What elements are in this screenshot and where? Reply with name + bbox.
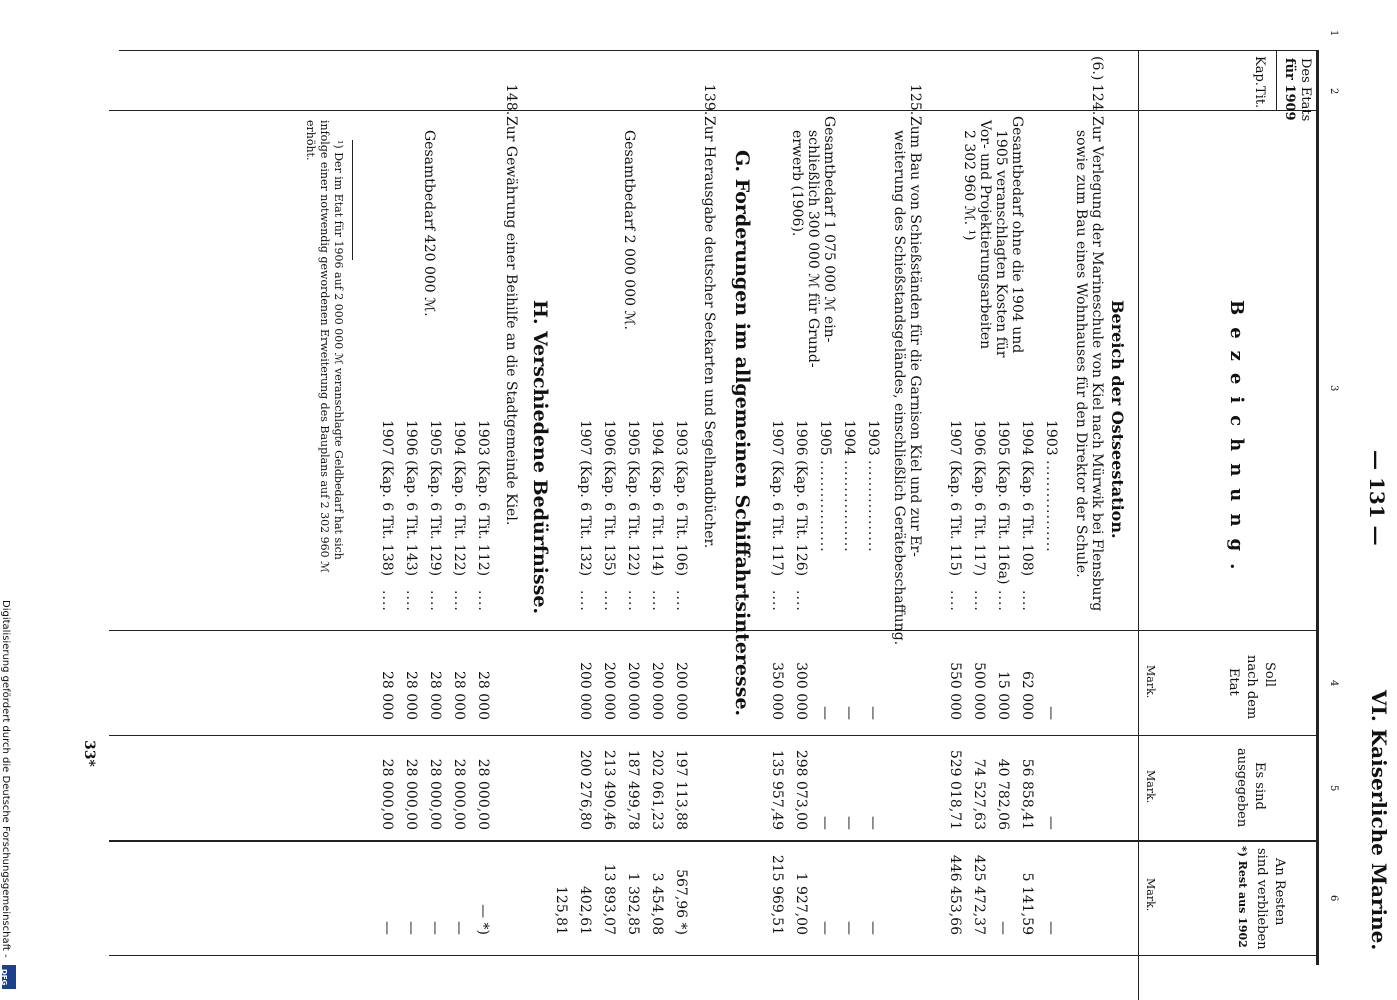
table-row-125-1904-soll: —	[841, 706, 857, 720]
table-row-124-1903-ausgegeben: —	[1043, 816, 1059, 830]
table-row-139-1907-reste: 402,61	[577, 886, 593, 935]
table-row-125-1906-ausgegeben: 298 073,00	[793, 749, 809, 830]
table-row-148-1907-dots: ....	[379, 590, 395, 612]
column-number-6: 6	[1328, 895, 1339, 902]
col4-line3: Etat	[1226, 668, 1241, 696]
entry-139-tit: 139.	[701, 84, 717, 116]
entry-139-gesamtbedarf: Gesamtbedarf 2 000 000 ℳ.	[621, 130, 637, 330]
table-row-125-1903-reste: —	[865, 921, 881, 935]
footnote-line3: erhöht.	[304, 120, 317, 161]
etat-label-line2: für 1909	[1282, 58, 1297, 121]
entry-148-tit: 148.	[503, 84, 519, 116]
table-row-148-1904-dots: ....	[451, 590, 467, 612]
table-row-125-1907-soll: 350 000	[769, 662, 785, 720]
table-row-125-1904-ausgegeben: —	[841, 816, 857, 830]
kap-label: Kap.	[1252, 56, 1267, 86]
entry-124-text-line1: Zur Verlegung der Marineschule von Kiel nach Mürwik bei Flensburg	[1089, 116, 1105, 612]
table-row-148-1907-soll: 28 000	[379, 671, 395, 720]
table-row-139-1907-ausgegeben: 200 276,80	[577, 749, 593, 830]
table-row-139-1904-ausgegeben: 202 061,23	[649, 749, 665, 830]
col4-line1: Soll	[1262, 662, 1277, 688]
table-row-139-1903-reste: 567,96 *)	[673, 869, 689, 935]
table-row-124-1907-soll: 550 000	[947, 662, 963, 720]
entry-125-gesamtbedarf-line1: Gesamtbedarf 1 075 000 ℳ ein-	[821, 116, 837, 343]
page-number: — 131 —	[1365, 450, 1389, 546]
table-row-125-1906-soll: 300 000	[793, 662, 809, 720]
table-row-139-1907-label: 1907 (Kap. 6 Tit. 132)	[577, 420, 593, 577]
footnote-line1: ¹) Der im Etat für 1906 auf 2 000 000 ℳ veranschlagte Geldbedarf hat sich	[332, 140, 345, 560]
table-row-124-1905-reste: —	[995, 921, 1011, 935]
entry-125-gesamtbedarf-line3: erwerb (1906).	[789, 130, 805, 237]
table-row-148-1904-label: 1904 (Kap. 6 Tit. 122)	[451, 420, 467, 577]
entry-124-tit: 124.	[1089, 84, 1105, 116]
entry-139-text-line1: Zur Herausgabe deutscher Seekarten und Segelhandbücher.	[701, 116, 717, 549]
table-row-124-1903-reste: —	[1043, 921, 1059, 935]
col4-unit: Mark.	[1144, 665, 1157, 699]
table-row-148-1903-ausgegeben: 28 000,00	[475, 758, 491, 830]
entry-124-text-line2: sowie zum Bau eines Wohnhauses für den Direktor der Schule.	[1073, 130, 1089, 578]
table-row-125-1904-label: 1904	[841, 420, 857, 456]
col5-left-rule	[109, 735, 1319, 736]
table-row-125-1907-label: 1907 (Kap. 6 Tit. 117)	[769, 420, 785, 577]
bezeichnung-heading: Bezeichnung.	[1226, 300, 1247, 582]
entry-125-text-line1: Zum Bau von Schießständen für die Garnison Kiel und zur Er-	[907, 116, 923, 557]
table-row-124-1904-dots: ....	[1019, 590, 1035, 612]
table-row-125-1907-reste: 215 969,51	[769, 854, 785, 935]
col4-line2: nach dem	[1244, 655, 1259, 720]
table-row-148-1906-dots: ....	[403, 590, 419, 612]
table-row-139-1905-dots: ....	[625, 590, 641, 612]
table-row-124-1905-soll: 15 000	[995, 671, 1011, 720]
table-row-124-1906-label: 1906 (Kap. 6 Tit. 117)	[971, 420, 987, 577]
table-row-139-1907-dots: ....	[577, 590, 593, 612]
table-row-139-extra-reste: 125,81	[553, 886, 569, 935]
column-number-4: 4	[1328, 680, 1339, 687]
table-row-124-1903-soll: —	[1043, 706, 1059, 720]
table-row-148-1903-label: 1903 (Kap. 6 Tit. 112)	[475, 420, 491, 577]
kap-tit-divider-rule	[1276, 50, 1277, 110]
table-row-139-1905-label: 1905 (Kap. 6 Tit. 122)	[625, 420, 641, 577]
table-row-139-1905-soll: 200 000	[625, 662, 641, 720]
col5-line1: Es sind	[1252, 762, 1267, 810]
table-row-125-1906-reste: 1 927,00	[793, 872, 809, 935]
table-row-124-1906-soll: 500 000	[971, 662, 987, 720]
table-right-rule	[109, 955, 1319, 956]
table-row-148-1904-ausgegeben: 28 000,00	[451, 758, 467, 830]
table-row-124-1904-ausgegeben: 56 858,41	[1019, 758, 1035, 830]
table-row-148-1904-reste: —	[451, 921, 467, 935]
table-row-139-1906-soll: 200 000	[601, 662, 617, 720]
column-number-2: 2	[1328, 88, 1339, 95]
table-row-124-1904-reste: 5 141,59	[1019, 872, 1035, 935]
table-row-139-1903-ausgegeben: 197 113,88	[673, 749, 689, 830]
col6-left-rule	[109, 840, 1319, 842]
col5-line2: ausgegeben	[1234, 748, 1249, 828]
table-row-139-1903-dots: ....	[673, 590, 689, 612]
table-row-125-1903-soll: —	[865, 706, 881, 720]
section-title: VI. Kaiserliche Marine.	[1367, 690, 1391, 951]
table-row-148-1905-label: 1905 (Kap. 6 Tit. 129)	[427, 420, 443, 577]
table-row-124-1903-dots: .................	[1043, 460, 1059, 553]
table-row-125-1903-ausgegeben: —	[865, 816, 881, 830]
column-number-5: 5	[1328, 785, 1339, 792]
table-row-139-1904-dots: ....	[649, 590, 665, 612]
table-row-139-1905-reste: 1 392,85	[625, 872, 641, 935]
table-row-139-1906-label: 1906 (Kap. 6 Tit. 135)	[601, 420, 617, 577]
table-row-148-1903-dots: ....	[475, 590, 491, 612]
table-row-148-1904-soll: 28 000	[451, 671, 467, 720]
section-heading-ostseestation: Bereich der Ostseestation.	[1108, 300, 1127, 539]
footnote-rule	[352, 140, 353, 260]
table-row-148-1906-ausgegeben: 28 000,00	[403, 758, 419, 830]
table-row-124-1903-label: 1903	[1043, 420, 1059, 456]
table-row-148-1906-label: 1906 (Kap. 6 Tit. 143)	[403, 420, 419, 577]
table-row-139-1906-ausgegeben: 213 490,46	[601, 749, 617, 830]
table-row-125-1905-soll: —	[817, 706, 833, 720]
table-row-125-1903-label: 1903	[865, 420, 881, 456]
entry-124-gesamtbedarf-line3: Vor- und Projektierungsarbeiten	[977, 120, 993, 350]
table-row-124-1905-label: 1905 (Kap. 6 Tit. 116a)	[995, 420, 1011, 585]
dfg-logo: DFG	[2, 965, 16, 989]
table-row-148-1905-ausgegeben: 28 000,00	[427, 758, 443, 830]
table-left-rule	[119, 50, 1319, 51]
section-heading-h: H. Verschiedene Bedürfnisse.	[529, 300, 551, 615]
table-row-148-1907-ausgegeben: 28 000,00	[379, 758, 395, 830]
table-row-124-1907-label: 1907 (Kap. 6 Tit. 115)	[947, 420, 963, 577]
table-row-148-1903-soll: 28 000	[475, 671, 491, 720]
table-row-124-1905-ausgegeben: 40 782,06	[995, 758, 1011, 830]
entry-125-gesamtbedarf-line2: schließlich 300 000 ℳ für Grund-	[805, 130, 821, 368]
footnote-line2: infolge einer notwendig gewordenen Erweiterung des Bauplans auf 2 302 960 ℳ	[318, 120, 331, 573]
entry-124-gesamtbedarf-line2: 1905 veranschlagten Kosten für	[993, 130, 1009, 358]
table-row-139-1906-reste: 13 893,07	[601, 863, 617, 935]
table-row-148-1907-label: 1907 (Kap. 6 Tit. 138)	[379, 420, 395, 577]
col6-line2: sind verblieben	[1254, 848, 1269, 950]
table-row-139-1904-label: 1904 (Kap. 6 Tit. 114)	[649, 420, 665, 577]
section-heading-g: G. Forderungen im allgemeinen Schiffahrtsinteresse.	[731, 150, 753, 717]
entry-125-text-line2: weiterung des Schießstandsgeländes, einschließlich Gerätebeschaffung.	[891, 130, 907, 646]
table-row-139-1905-ausgegeben: 187 499,78	[625, 749, 641, 830]
etat-label-line1: Des Etats	[1298, 58, 1313, 122]
signature-mark: 33*	[81, 740, 97, 767]
entry-124-gesamtbedarf-line1: Gesamtbedarf ohne die 1904 und	[1009, 116, 1025, 354]
col4-left-rule	[109, 630, 1319, 631]
header-bottom-rule	[1138, 50, 1139, 1000]
table-row-125-1905-label: 1905	[817, 420, 833, 456]
entry-124-gesamtbedarf-line4: 2 302 960 ℳ. ¹)	[961, 130, 977, 241]
table-row-125-1903-dots: .................	[865, 460, 881, 553]
table-row-125-1904-reste: —	[841, 921, 857, 935]
table-row-125-1904-dots: .................	[841, 460, 857, 553]
entry-125-tit: 125.	[907, 84, 923, 116]
table-row-125-1906-label: 1906 (Kap. 6 Tit. 126)	[793, 420, 809, 577]
entry-124-kap: (6.)	[1089, 56, 1105, 81]
table-row-139-1903-soll: 200 000	[673, 662, 689, 720]
table-row-124-1907-dots: ....	[947, 590, 963, 612]
col6-unit: Mark.	[1144, 878, 1157, 912]
table-row-148-1905-dots: ....	[427, 590, 443, 612]
table-row-124-1907-reste: 446 453,66	[947, 854, 963, 935]
table-row-125-1905-reste: —	[817, 921, 833, 935]
table-row-125-1907-dots: ....	[769, 590, 785, 612]
column-number-3: 3	[1328, 385, 1339, 392]
table-row-139-1906-dots: ....	[601, 590, 617, 612]
col5-unit: Mark.	[1144, 770, 1157, 804]
table-row-125-1907-ausgegeben: 135 957,49	[769, 749, 785, 830]
digitization-credit-text: Digitalisierung gefördert durch die Deutsche Forschungsgemeinschaft -	[0, 600, 11, 958]
table-row-139-1907-soll: 200 000	[577, 662, 593, 720]
col6-line1: An Resten	[1272, 858, 1287, 926]
table-row-139-1904-reste: 3 454,08	[649, 872, 665, 935]
column-number-1: 1	[1328, 30, 1339, 37]
table-row-148-1903-reste: — *)	[475, 904, 491, 935]
table-row-139-1903-label: 1903 (Kap. 6 Tit. 106)	[673, 420, 689, 577]
table-row-124-1906-dots: ....	[971, 590, 987, 612]
table-row-139-1904-soll: 200 000	[649, 662, 665, 720]
entry-148-gesamtbedarf: Gesamtbedarf 420 000 ℳ.	[421, 130, 437, 317]
table-row-124-1906-ausgegeben: 74 527,63	[971, 758, 987, 830]
table-row-148-1906-soll: 28 000	[403, 671, 419, 720]
entry-148-text-line1: Zur Gewährung einer Beihilfe an die Stadtgemeinde Kiel.	[503, 116, 519, 526]
table-row-125-1905-ausgegeben: —	[817, 816, 833, 830]
table-row-124-1904-soll: 62 000	[1019, 671, 1035, 720]
table-row-148-1905-soll: 28 000	[427, 671, 443, 720]
table-row-148-1905-reste: —	[427, 921, 443, 935]
table-row-125-1905-dots: .................	[817, 460, 833, 553]
table-row-124-1904-label: 1904 (Kap. 6 Tit. 108)	[1019, 420, 1035, 577]
table-row-148-1907-reste: —	[379, 921, 395, 935]
table-row-124-1906-reste: 425 472,37	[971, 854, 987, 935]
tit-label: Tit.	[1252, 86, 1267, 109]
col6-line3: *) Rest aus 1902	[1236, 846, 1249, 948]
table-row-125-1906-dots: ....	[793, 590, 809, 612]
table-row-148-1906-reste: —	[403, 921, 419, 935]
table-row-124-1907-ausgegeben: 529 018,71	[947, 749, 963, 830]
table-row-124-1905-dots: ....	[995, 590, 1011, 612]
table-top-rule	[1316, 50, 1319, 965]
